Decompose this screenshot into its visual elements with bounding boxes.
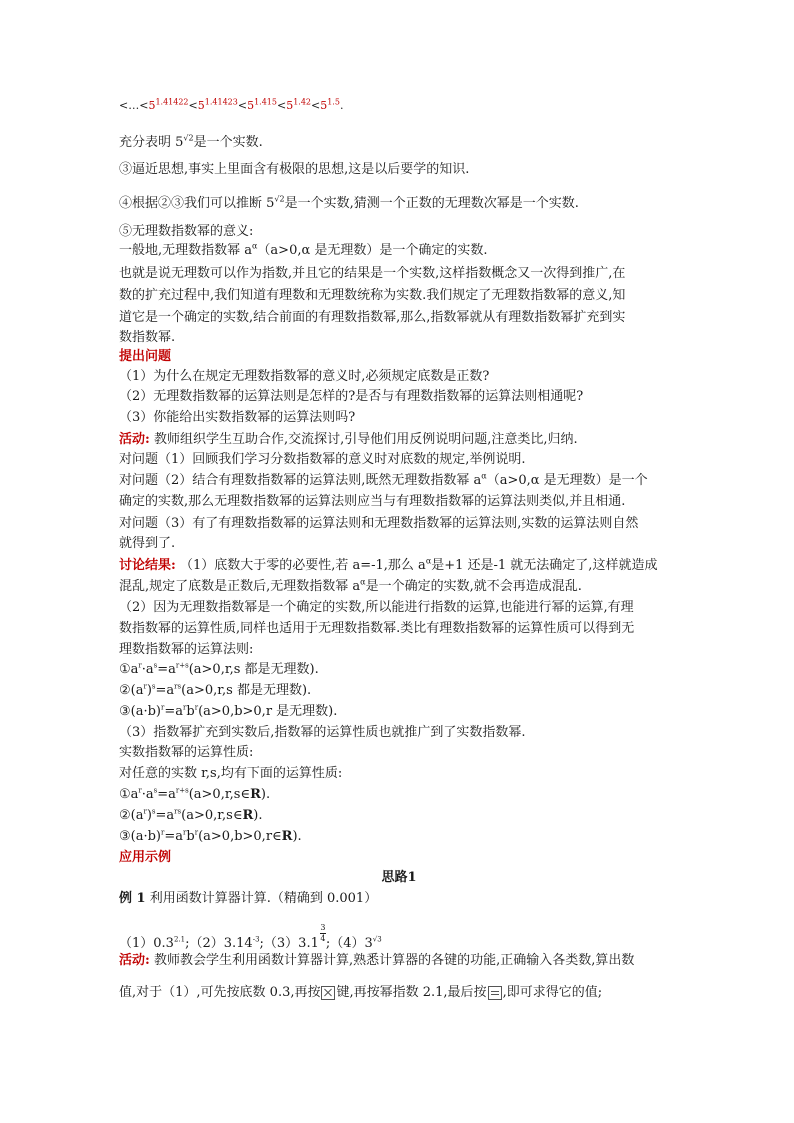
rule-irrational-3: $③(a\cdot b)^r=a^rb^r(a>0,b>0,r$ 是无理数).	[119, 703, 338, 719]
inequality-line: $<\dots<5^{1.41422}<5^{1.41423}<5^{1.415}<5^{1.42}<5^{1.5}$.	[119, 97, 344, 112]
power-key-icon	[321, 986, 335, 1000]
paragraph-extension-4: 数指数幂.	[119, 330, 176, 345]
example-1-items: $(1)0.3^{2.1};(2)3.14^{-3};(3)3.1$ $\frac{3}{4}$ $;(4)3^{√3}$	[119, 923, 382, 951]
answer-3-line-1: 对问题（3）有了有理数指数幂的运算法则和无理数指数幂的运算法则,实数的运算法则自然	[119, 516, 639, 531]
answer-2-line-1: 对问题（2）结合有理数指数幂的运算法则,既然无理数指数幂 $a^\alpha(a>0,\alpha$ 是无理数）是一个	[119, 471, 648, 488]
rule-real-1: $①a^r\cdot a^s=a^{r+s}(a>0,r,s\in R)$.	[119, 786, 271, 802]
ineq-term-2: $5^{1.41423}$	[197, 97, 238, 112]
paragraph-meaning: ⑤无理数指数幂的意义:	[119, 224, 254, 239]
question-2: （2）无理数指数幂的运算法则是怎样的?是否与有理数指数幂的运算法则相通呢?	[119, 389, 584, 404]
rule-real-3: $③(a\cdot b)^r=a^rb^r(a>0,b>0,r\in R)$.	[119, 828, 302, 844]
question-3: （3）你能给出实数指数幂的运算法则吗?	[119, 410, 356, 425]
paragraph-extension-3: 道它是一个确定的实数,结合前面的有理数指数幂,那么,指数幂就从有理数指数幂扩充到实	[119, 310, 626, 325]
rule-real-2: $②(a^r)^s=a^{rs}(a>0,r,s\in R)$.	[119, 807, 263, 823]
ineq-term-3: $5^{1.415}$	[247, 97, 277, 112]
heading-idea-1: 思路1	[381, 870, 417, 885]
rule-irrational-2: $②(a^r)^s=a^{rs}(a>0,r,s$ 都是无理数).	[119, 682, 312, 698]
answer-2-line-2: 确定的实数,那么无理数指数幂的运算法则应当与有理数指数幂的运算法则类似,并且相通.	[119, 494, 626, 509]
answer-3-line-2: 就得到了.	[119, 536, 176, 551]
paragraph-infer: ④根据②③我们可以推断 $5^{√2}$是一个实数,猜测一个正数的无理数次幂是一个实数.	[119, 194, 579, 211]
paragraph-fully: 充分表明 $5^{√2}$是一个实数.	[119, 133, 263, 150]
paragraph-extension-1: 也就是说无理数可以作为指数,并且它的结果是一个实数,这样指数概念又一次得到推广,在	[119, 266, 626, 281]
heading-questions: 提出问题	[119, 349, 172, 364]
activity-1: 活动: 教师组织学生互助合作,交流探讨,引导他们用反例说明问题,注意类比,归纳.	[119, 432, 578, 447]
ineq-prefix: <…<	[119, 99, 149, 112]
discussion-2-line-1: （2）因为无理数指数幂是一个确定的实数,所以能进行指数的运算,也能进行幂的运算,有理	[119, 600, 634, 615]
real-rules-title: 实数指数幂的运算性质:	[119, 745, 254, 760]
discussion-line-2: 混乱,规定了底数是正数后,无理数指数幂 $a^\alpha$是一个确定的实数,就不会再造成混乱.	[119, 577, 582, 594]
ineq-term-5: $5^{1.5}$	[320, 97, 340, 112]
discussion-line-1: 讨论结果: （1）底数大于零的必要性,若 a=-1,那么 $a^\alpha$是+1 还是-1 就无法确定了,这样就造成	[119, 556, 658, 573]
fraction-exponent: $\frac{3}{4}$	[320, 923, 326, 943]
answer-1: 对问题（1）回顾我们学习分数指数幂的意义时对底数的规定,举例说明.	[119, 452, 526, 467]
heading-application: 应用示例	[119, 850, 172, 865]
discussion-2-line-2: 数指数幂的运算性质,同样也适用于无理数指数幂.类比有理数指数幂的运算性质可以得到无	[119, 621, 635, 636]
paragraph-extension-2: 数的扩充过程中,我们知道有理数和无理数统称为实数.我们规定了无理数指数幂的意义,知	[119, 288, 626, 303]
discussion-3: （3）指数幂扩充到实数后,指数幂的运算性质也就推广到了实数指数幂.	[119, 725, 526, 740]
rule-irrational-1: $①a^r\cdot a^s=a^{r+s}(a>0,r,s$ 都是无理数).	[119, 661, 319, 677]
activity-2-line-1: 活动: 教师教会学生利用函数计算器计算,熟悉计算器的各键的功能,正确输入各类数,算出数	[119, 953, 635, 968]
paragraph-definition: 一般地,无理数指数幂 $a^\alpha(a>0,\alpha$ 是无理数）是一个确定的实数.	[119, 241, 488, 258]
question-1: （1）为什么在规定无理数指数幂的意义时,必须规定底数是正数?	[119, 369, 490, 384]
activity-2-line-2: 值,对于（1）,可先按底数 0.3,再按 键,再按幂指数 2.1,最后按 ,即可求得它的值;	[119, 985, 603, 1000]
ineq-term-4: $5^{1.42}$	[286, 97, 311, 112]
real-rules-intro: 对任意的实数 r,s,均有下面的运算性质:	[119, 766, 343, 781]
ineq-term-1: $5^{1.41422}$	[148, 97, 189, 112]
example-1-title: 例 1 利用函数计算器计算.（精确到 0.001）	[119, 891, 378, 906]
equals-key-icon	[488, 986, 502, 1000]
paragraph-approx: ③逼近思想,事实上里面含有极限的思想,这是以后要学的知识.	[119, 162, 470, 177]
discussion-2-line-3: 理数指数幂的运算法则:	[119, 642, 254, 657]
